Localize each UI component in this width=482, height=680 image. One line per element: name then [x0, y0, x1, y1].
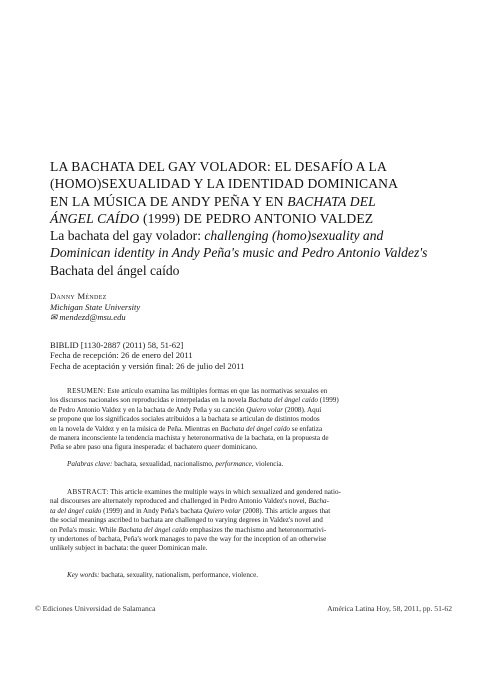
resumen-line — [50, 425, 456, 434]
abstract-italic: ta del ángel caído — [50, 506, 102, 515]
key-words — [50, 571, 456, 580]
author-email[interactable]: ✉ mendezd@msu.edu — [50, 312, 126, 323]
abstract-line: unlikely subject in bachata: the queer Dominican male. — [50, 544, 208, 553]
resumen-line — [50, 387, 456, 396]
abstract-paragraph — [50, 488, 456, 554]
resumen-italic: Bachata del ángel caído — [248, 396, 318, 405]
subtitle-line-3: Bachata del ángel caído — [50, 262, 180, 278]
article-subtitle — [50, 227, 460, 279]
author-block — [50, 291, 140, 323]
resumen-line — [50, 396, 456, 405]
abstract-text: This article examines the multiple ways in which sexualized and gendered natio- — [108, 488, 341, 496]
biblid-block — [50, 340, 244, 371]
biblid-line: BIBLID [1130-2887 (2011) 58, 51-62] — [50, 340, 184, 350]
abstract-label: ABSTRACT: — [67, 488, 109, 496]
resumen-line: de manera inconsciente la tendencia machista y heteronormativa de la bachata, en la propuesta de — [50, 434, 329, 443]
palabras-clave-label: Palabras clave: — [67, 460, 113, 468]
resumen-italic: Quiero volar — [246, 405, 284, 414]
key-words-text: bachata, sexuality, nationalism, performance, violence. — [99, 571, 259, 579]
author-name: Danny Méndez — [50, 291, 107, 301]
resumen-line — [50, 406, 456, 415]
abstract-line — [50, 497, 456, 506]
palabras-clave-tail: , violencia. — [251, 460, 284, 468]
subtitle-italic-1: challenging (homo)sexuality and — [204, 228, 384, 243]
resumen-text: (2008). Aquí — [283, 405, 322, 414]
title-line-1: LA BACHATA DEL GAY VOLADOR: EL DESAFÍO A LA — [50, 159, 387, 174]
abstract-line — [50, 507, 456, 516]
palabras-clave-line — [50, 460, 456, 469]
abstract-line: ty undertones of bachata, Peña's work manages to pave the way for the inception of an otherwise — [50, 535, 327, 544]
resumen-text: Este artículo examina las múltiples formas en que las normativas sexuales en — [105, 387, 328, 395]
resumen-line: se propone que los significados sociales atribuidos a la bachata se articulan de distintos modos — [50, 415, 320, 424]
accepted-date: Fecha de aceptación y versión final: 26 de julio del 2011 — [50, 360, 245, 371]
title-line-3-text: EN LA MÚSICA DE ANDY PEÑA Y EN — [50, 193, 288, 209]
resumen-text: los discursos nacionales son reproducidas e interpeladas en la novela — [50, 396, 249, 405]
title-line-3 — [50, 193, 450, 210]
title-italic-angel: ÁNGEL CAÍDO — [50, 211, 140, 227]
key-words-label: Key words: — [67, 571, 100, 579]
palabras-clave-italic: performance — [215, 460, 252, 468]
abstract-italic: Quiero volar — [204, 506, 241, 515]
abstract-text: emphasizes the machismo and heteronormativi- — [188, 525, 327, 534]
abstract-line — [50, 526, 456, 535]
resumen-text: se enfatiza — [290, 424, 323, 433]
resumen-label: RESUMEN: — [67, 387, 106, 395]
received-date: Fecha de recepción: 26 de enero del 2011 — [50, 350, 193, 361]
abstract-italic: Bachata del ángel caído — [118, 525, 188, 534]
resumen-text: dominicano. — [220, 443, 258, 452]
resumen-italic: queer — [204, 443, 221, 452]
subtitle-line-2: Dominican identity in Andy Peña's music and Pedro Antonio Valdez's — [50, 245, 428, 261]
author-affiliation: Michigan State University — [50, 301, 141, 312]
subtitle-plain: La bachata del gay volador: — [50, 228, 205, 243]
article-title — [50, 158, 450, 228]
resumen-text: de Pedro Antonio Valdez y en la bachata de Andy Peña y su canción — [50, 405, 247, 414]
abstract-text: nal discourses are alternately reproduced and challenged in Pedro Antonio Valdez's novel, — [50, 497, 309, 506]
abstract-line — [50, 488, 456, 497]
title-line-4 — [50, 210, 450, 227]
key-words-line — [50, 571, 456, 580]
abstract-text: (1999) and in Andy Peña's bachata — [101, 506, 204, 515]
title-line-2: (HOMO)SEXUALIDAD Y LA IDENTIDAD DOMINICANA — [50, 176, 399, 192]
title-italic-bachata: BACHATA DEL — [287, 193, 376, 209]
resumen-italic: Bachata del ángel caído — [220, 424, 290, 433]
resumen-text: (1999) — [317, 396, 339, 405]
resumen-text: Peña se abre paso una figura inesperada: el bachatero — [50, 443, 205, 452]
abstract-italic: Bacha- — [308, 497, 329, 506]
footer-copyright: © Ediciones Universidad de Salamanca — [35, 604, 156, 613]
abstract-line: the social meanings ascribed to bachata are challenged to varying degrees in Valdez's novel and — [50, 516, 323, 525]
palabras-clave — [50, 460, 456, 469]
subtitle-line-1 — [50, 227, 460, 244]
resumen-paragraph — [50, 387, 456, 453]
footer-journal: América Latina Hoy, 58, 2011, pp. 51-62 — [327, 604, 452, 613]
resumen-text: en la novela de Valdez y en la música de Peña. Mientras en — [50, 424, 221, 433]
abstract-text: (2008). This article argues that — [240, 506, 331, 515]
resumen-line — [50, 443, 456, 452]
palabras-clave-text: bachata, sexualidad, nacionalismo, — [112, 460, 216, 468]
abstract-text: on Peña's music. While — [50, 525, 119, 534]
title-line-4-text: (1999) DE PEDRO ANTONIO VALDEZ — [139, 211, 374, 227]
